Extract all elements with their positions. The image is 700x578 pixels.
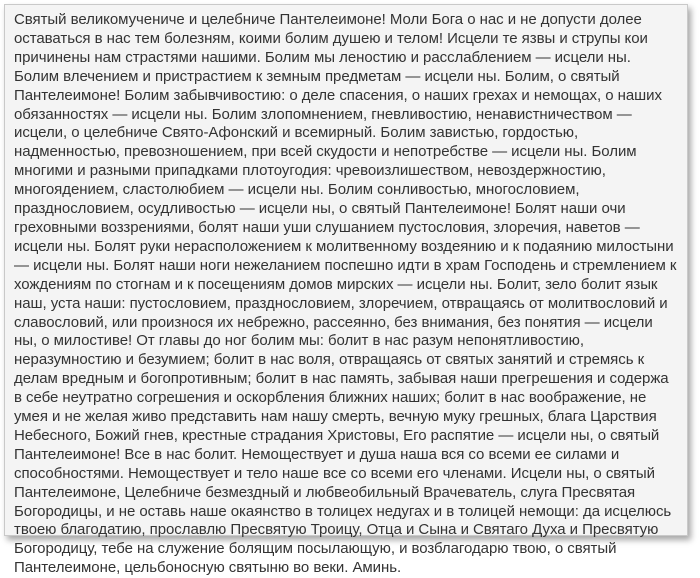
prayer-text: Святый великомучениче и целебниче Пантелеимоне! Моли Бога о нас и не допусти долее оставаться в нас тем болезням, коими болим душею и телом! Исцели те язвы и струпы кои причинены нам страстями нашими. Болим мы леностию и расслаблением — исцели ны. Болим влечением и пристрастием к земным предметам — исцели ны. Болим, о святый Пантелеимоне! Болим забывчивостию: о деле спасения, о наших грехах и немощах, о наших обязанностях — исцели ны. Болим злопомнением, гневливостию, ненавистничеством — исцели, о целебниче Свято-Афонский и всемирный. Болим завистью, гордостью, надменностью, превозношением, при всей скудости и непотребстве — исцели ны. Болим многими и разными припадками плотоугодия: чревоизлишеством, невоздержностию, многоядением, сластолюбием — исцели ны. Болим сонливостью, многословием, празднословием, осудливостью — исцели ны, о святый Пантелеимоне! Болят наши очи греховными воззрениями, болят наши уши слушанием пустословия, злоречия, наветов — исцели ны. Болят руки нерасположением к молитвенному воздеянию и к подаянию милостыни — исцели ны. Болят наши ноги нежеланием поспешно идти в храм Господень и стремлением к хождениям по стогнам и к посещениям домов мирских — исцели ны. Болит, зело болит язык наш, уста наши: пустословием, празднословием, злоречием, отвращаясь от молитвословий и славословий, или произнося их небрежно, рассеянно, без внимания, без понятия — исцели ны, о милостиве! От главы до ног болим мы: болит в нас разум непонятливостию, неразумностию и безумием; болит в нас воля, отвращаясь от святых занятий и стремясь к делам вредным и богопротивным; болит в нас память, забывая наши прегрешения и содержа в себе неутратно согрешения и оскорбления ближних наших; болит в нас воображение, не умея и не желая живо представить нам нашу смерть, вечную муку грешных, блага Царствия Небесного, Божий гнев, крестные страдания Христовы, Его распятие — исцели ны, о святый Пантелеимоне! Все в нас болит. Немоществует и душа наша вся со всеми ее силами и способностями. Немоществует и тело наше все со всеми его членами. Исцели ны, о святый Пантелеимоне, Целебниче безмездный и любвеобильный Врачеватель, слуга Пресвятая Богородицы, и не оставь наше окаянство в толицех недугах и в толицей немощи: да исцелюсь твоею благодатию, прославлю Пресвятую Троицу, Отца и Сына и Святаго Духа и Пресвятую Богородицу, тебе на служение болящим посылающую, и возблагодарю твою, о святый Пантелеимоне, цельбоносную святыню во веки. Аминь. (14, 11, 677, 577)
prayer-card (4, 4, 688, 577)
